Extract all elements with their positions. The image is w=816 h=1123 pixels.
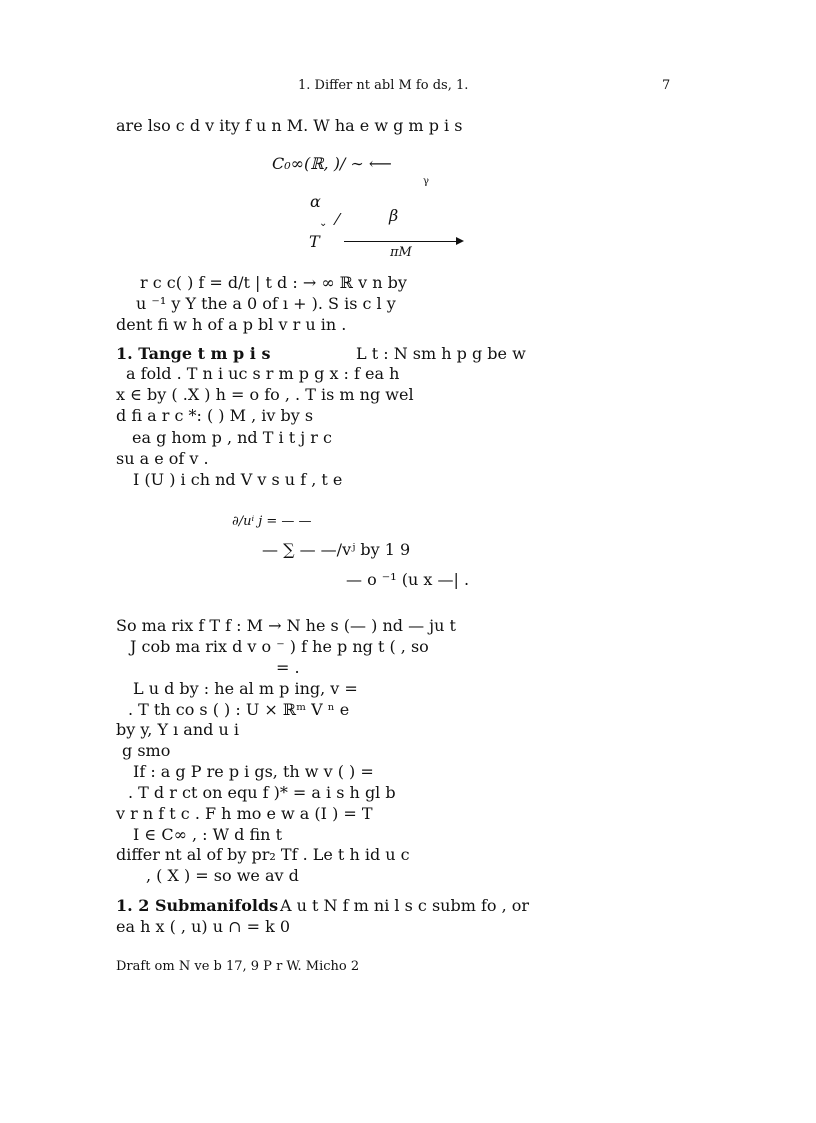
formula-line-c: — o ⁻¹ (u x —| .	[346, 570, 470, 589]
paragraph-4-line-3: v r n f t c . F h mo e w a (I ) = T	[116, 804, 373, 823]
paragraph-4-line-1: If : a g P re p i gs, th w v ( ) =	[133, 762, 374, 781]
running-title: 1. Differ nt abl M fo ds, 1.	[298, 78, 469, 93]
paragraph-2-line-3: = .	[276, 658, 300, 677]
section-1-line-7: I (U ) i ch nd V v s u f , t e	[133, 470, 343, 489]
formula-line-b: — ∑ — —/vʲ by 1 9	[262, 540, 411, 559]
diagram-top-left: C₀∞(ℝ, )/ ∼ ⟵	[272, 154, 392, 173]
paragraph-4-line-4: I ∈ C∞ , : W d fin t	[133, 825, 282, 844]
formula-line-a: ∂/uⁱ j = — —	[232, 514, 312, 529]
paragraph-3-line-4: g smo	[122, 741, 171, 760]
diagram-pi-label: πM	[390, 245, 412, 260]
section-2-line-1: A u t N f m ni l s c subm fo , or	[280, 896, 530, 915]
paragraph-4-line-6: , ( X ) = so we av d	[146, 866, 299, 885]
section-1-line-3: x ∈ by ( .X ) h = o fo , . T is m ng wel	[116, 385, 414, 404]
section-1-line-5: ea g hom p , nd T i t j r c	[132, 428, 332, 447]
diagram-pi-arrow-shaft	[344, 241, 456, 242]
paragraph-3-line-2: . T th co s ( ) : U × ℝᵐ V ⁿ e	[128, 700, 350, 719]
paragraph-4-line-5: differ nt al of by pr₂ Tf . Le t h id u c	[116, 845, 410, 864]
section-1-line-6: su a e of v .	[116, 449, 209, 468]
paragraph-4-line-2: . T d r ct on equ f )* = a i s h gl b	[128, 783, 396, 802]
diagram-alpha: α	[310, 192, 321, 211]
diagram-diagonal-arrow-icon: ⁄	[336, 210, 339, 229]
paragraph-2-line-2: J cob ma rix d v o ⁻ ) f he p ng t ( , so	[130, 637, 429, 656]
page-number: 7	[662, 78, 671, 93]
diagram-beta: β	[389, 206, 399, 225]
draft-footer: Draft om N ve b 17, 9 P r W. Micho 2	[116, 959, 360, 974]
paragraph-3-line-3: by y, Y ı and u i	[116, 720, 239, 739]
diagram-bottom-left: T	[309, 232, 320, 251]
diagram-pi-arrow-head-icon	[456, 237, 464, 245]
paragraph-3-line-1: L u d by : he al m p ing, v =	[133, 679, 358, 698]
diagram-down-arrow-icon: ⌄	[319, 218, 328, 229]
section-1-line-1: L t : N sm h p g be w	[356, 344, 526, 363]
section-2-line-2: ea h x ( , u) u ∩ = k 0	[116, 917, 291, 936]
body-line-1: are lso c d v ity f u n M. W ha e w g m p i s	[116, 116, 463, 135]
body-line-3: u ⁻¹ y Y the a 0 of ı + ). S is c l y	[136, 294, 396, 313]
section-1-line-2: a fold . T n i uc s r m p g x : f ea h	[126, 364, 400, 383]
section-1-line-4: d fi a r c *: ( ) M , iv by s	[116, 406, 314, 425]
diagram-gamma-mark: γ	[423, 176, 429, 187]
section-1-heading: 1. Tange t m p i s	[116, 344, 271, 363]
body-line-2: r c c( ) f = d/t | t d : → ∞ ℝ v n by	[140, 273, 407, 292]
paragraph-2-line-1: So ma rix f T f : M → N he s (— ) nd — ju t	[116, 616, 456, 635]
section-2-heading: 1. 2 Submanifolds	[116, 896, 279, 915]
body-line-4: dent fi w h of a p bl v r u in .	[116, 315, 347, 334]
